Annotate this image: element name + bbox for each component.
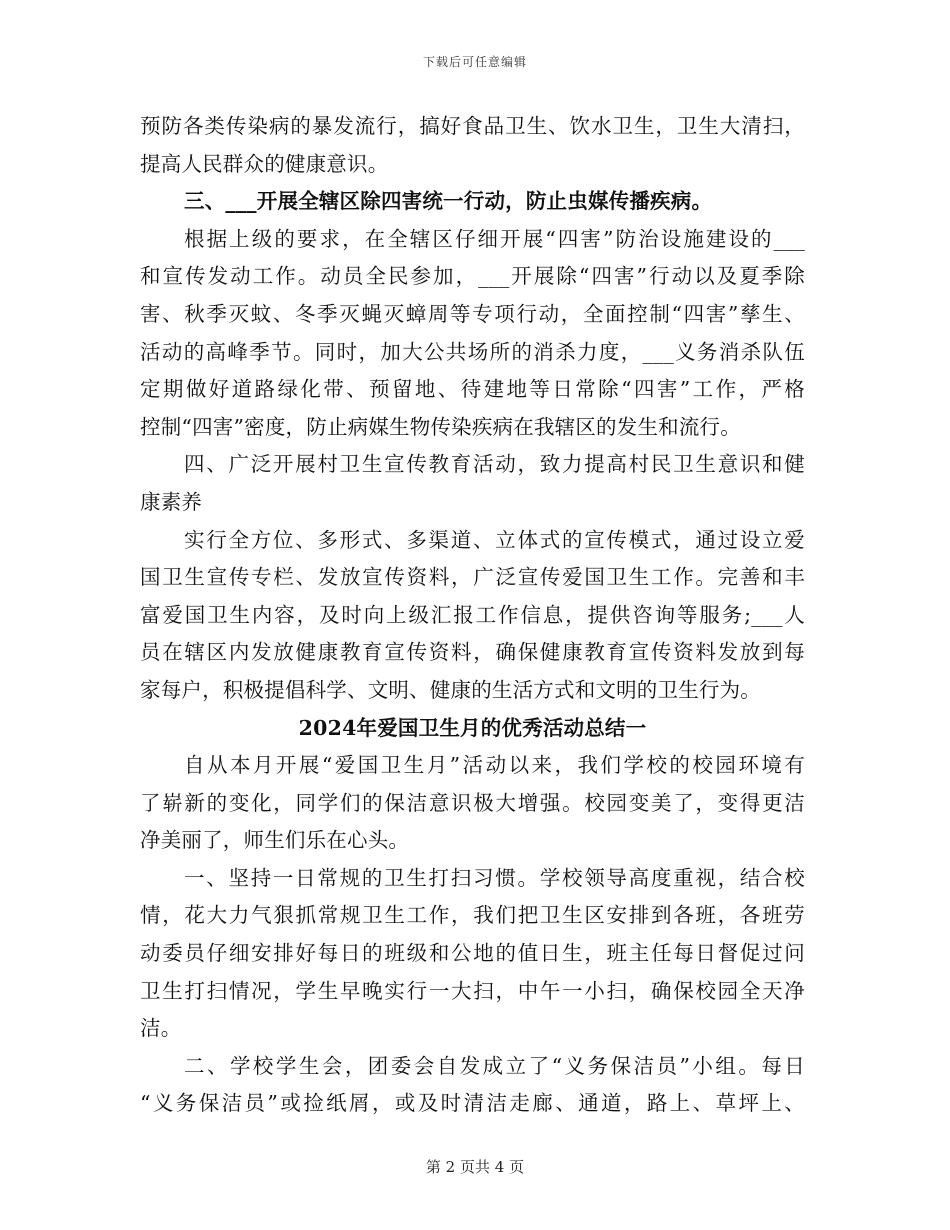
section-heading: 三、___开展全辖区除四害统一行动，防止虫媒传播疾病。: [184, 189, 713, 214]
text-line: 洁。: [140, 1016, 182, 1041]
document-title: 2024年爱国卫生月的优秀活动总结一: [298, 715, 647, 740]
text-line: 富爱国卫生内容，及时向上级汇报工作信息，提供咨询等服务;___人: [140, 602, 805, 627]
text-line: 员在辖区内发放健康教育宣传资料，确保健康教育宣传资料发放到每: [140, 640, 805, 665]
text-line: 定期做好道路绿化带、预留地、待建地等日常除“四害”工作，严格: [140, 377, 805, 402]
text-line: 根据上级的要求，在全辖区仔细开展“四害”防治设施建设的___: [184, 226, 805, 251]
text-line: 国卫生宣传专栏、发放宣传资料，广泛宣传爱国卫生工作。完善和丰: [140, 565, 805, 590]
text-line: 康素养: [140, 489, 203, 514]
text-line: 情，花大力气狠抓常规卫生工作，我们把卫生区安排到各班，各班劳: [140, 903, 805, 928]
text-line: 净美丽了，师生们乐在心头。: [140, 828, 410, 853]
text-line: 一、坚持一日常规的卫生打扫习惯。学校领导高度重视，结合校: [184, 865, 805, 890]
text-line: 活动的高峰季节。同时，加大公共场所的消杀力度，___义务消杀队伍: [140, 339, 805, 364]
text-line: 提高人民群众的健康意识。: [140, 151, 389, 176]
text-line: 自从本月开展“爱国卫生月”活动以来，我们学校的校园环境有: [184, 753, 805, 778]
text-line: 害、秋季灭蚊、冬季灭蝇灭蟑周等专项行动，全面控制“四害”孳生、: [140, 301, 805, 326]
text-line: 和宣传发动工作。动员全民参加，___开展除“四害”行动以及夏季除: [140, 264, 805, 289]
document-body: [140, 108, 805, 1123]
text-line: 二、学校学生会，团委会自发成立了“义务保洁员”小组。每日: [184, 1053, 805, 1078]
text-line: 四、广泛开展村卫生宣传教育活动，致力提高村民卫生意识和健: [184, 452, 805, 477]
page-number: 第 2 页共 4 页: [425, 1158, 525, 1176]
text-line: 卫生打扫情况，学生早晚实行一大扫，中午一小扫，确保校园全天净: [140, 978, 805, 1003]
text-line: “义务保洁员”或捡纸屑，或及时清洁走廊、通道，路上、草坪上、: [140, 1091, 805, 1116]
text-line: 了崭新的变化，同学们的保洁意识极大增强。校园变美了，变得更洁: [140, 790, 805, 815]
text-line: 控制“四害”密度，防止病媒生物传染疾病在我辖区的发生和流行。: [140, 414, 741, 439]
text-line: 实行全方位、多形式、多渠道、立体式的宣传模式，通过设立爱: [184, 527, 805, 552]
text-line: 动委员仔细安排好每日的班级和公地的值日生，班主任每日督促过问: [140, 941, 805, 966]
text-line: 家每户，积极提倡科学、文明、健康的生活方式和文明的卫生行为。: [140, 677, 761, 702]
page-header: 下载后可任意编辑: [422, 55, 527, 69]
text-line: 预防各类传染病的暴发流行，搞好食品卫生、饮水卫生，卫生大清扫，: [140, 114, 805, 138]
